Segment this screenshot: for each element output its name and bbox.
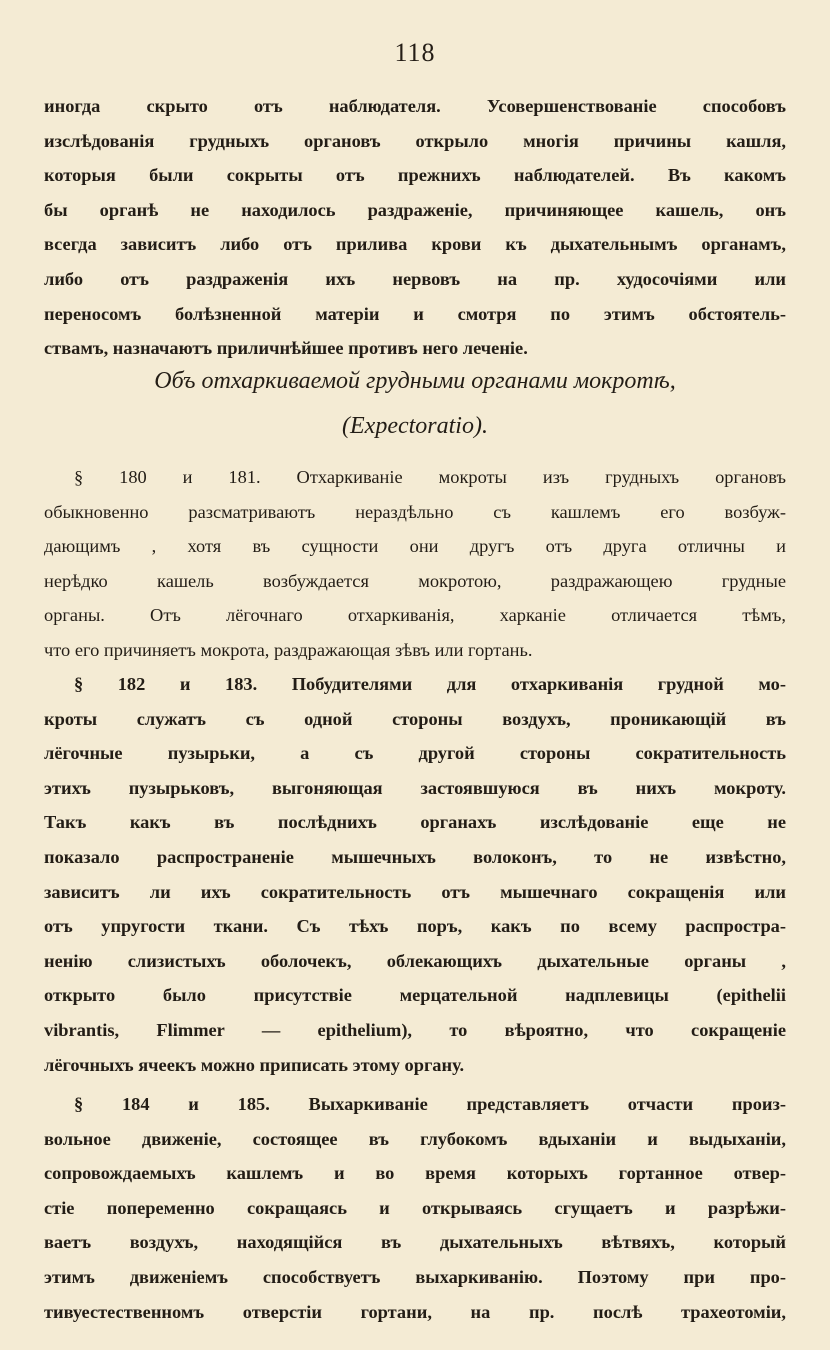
section-heading: Объ отхаркиваемой грудными органами мокротѣ, (154, 368, 676, 394)
section-subheading: (Expectoratio). (342, 413, 488, 439)
text-line: стіе попеременно сокращаясь и открываясь сгущаетъ и разрѣжи- (44, 1197, 786, 1218)
text-line: § 184 и 185. Выхаркиваніе представляетъ отчасти произ- (74, 1094, 786, 1114)
text-line: тивуестественномъ отверстіи гортани, на пр. послѣ трахеотоміи, (44, 1301, 786, 1322)
text-line: кроты служатъ съ одной стороны воздухъ, проникающій въ (44, 708, 786, 729)
text-line: лёгочные пузырьки, а съ другой стороны сократительность (44, 743, 786, 764)
text-line: сопровождаемыхъ кашлемъ и во время которыхъ гортанное отвер- (44, 1163, 786, 1184)
text-line: иногда скрыто отъ наблюдателя. Усовершенствованіе способовъ (44, 96, 786, 116)
text-line: органы. Отъ лёгочнаго отхаркиванія, харканіе отличается тѣмъ, (44, 605, 786, 626)
text-line: лёгочныхъ ячеекъ можно приписать этому органу. (44, 1054, 465, 1075)
text-line: § 180 и 181. Отхаркиваніе мокроты изъ грудныхъ органовъ (74, 467, 786, 487)
text-line: этимъ движеніемъ способствуетъ выхаркиванію. Поэтому при про- (44, 1266, 786, 1287)
text-line: переносомъ болѣзненной матеріи и смотря по этимъ обстоятель- (44, 303, 786, 324)
paragraph-184-185 (44, 1087, 786, 1329)
text-line: § 182 и 183. Побудителями для отхаркиванія грудной мо- (74, 674, 786, 694)
text-line: которыя были сокрыты отъ прежнихъ наблюдателей. Въ какомъ (44, 165, 786, 186)
text-line: либо отъ раздраженія ихъ нервовъ на пр. худосочіями или (44, 268, 786, 289)
text-line: нерѣдко кашель возбуждается мокротою, раздражающею грудные (44, 570, 786, 591)
text-line: что его причиняетъ мокрота, раздражающая зѣвъ или гортань. (44, 639, 533, 660)
text-line: этихъ пузырьковъ, выгоняющая застоявшуюся въ нихъ мокроту. (44, 777, 786, 798)
text-line: Такъ какъ въ послѣднихъ органахъ изслѣдованіе еще не (44, 812, 786, 833)
text-line: зависитъ ли ихъ сократительность отъ мышечнаго сокращенія или (44, 881, 786, 902)
text-line: ствамъ, назначаютъ приличнѣйшее противъ него леченіе. (44, 338, 528, 359)
text-line: бы органѣ не находилось раздраженіе, причиняющее кашель, онъ (44, 199, 786, 220)
paragraph-cough-causes (44, 89, 786, 366)
paragraph-180-181 (44, 460, 786, 668)
text-line: показало распространеніе мышечныхъ волоконъ, то не извѣстно, (44, 846, 786, 867)
page-number: 118 (394, 38, 436, 67)
text-line: ваетъ воздухъ, находящійся въ дыхательныхъ вѣтвяхъ, который (44, 1232, 786, 1253)
text-line: вольное движеніе, состоящее въ глубокомъ вдыханіи и выдыханіи, (44, 1128, 786, 1149)
text-line: открыто было присутствіе мерцательной надплевицы (epithelii (44, 985, 786, 1006)
text-line: всегда зависитъ либо отъ прилива крови къ дыхательнымъ органамъ, (44, 234, 786, 255)
text-line: vibrantis, Flimmer — epithelium), то вѣроятно, что сокращеніе (44, 1019, 786, 1040)
text-line: отъ упругости ткани. Съ тѣхъ поръ, какъ по всему распростра- (44, 916, 786, 937)
text-line: обыкновенно разсматриваютъ нераздѣльно съ кашлемъ его возбуж- (44, 501, 786, 522)
paragraph-182-183 (44, 667, 786, 1082)
text-line: изслѣдованія грудныхъ органовъ открыло многія причины кашля, (44, 130, 786, 151)
text-line: дающимъ , хотя въ сущности они другъ отъ друга отличны и (44, 536, 786, 557)
text-line: ненію слизистыхъ оболочекъ, облекающихъ дыхательные органы , (44, 950, 786, 971)
